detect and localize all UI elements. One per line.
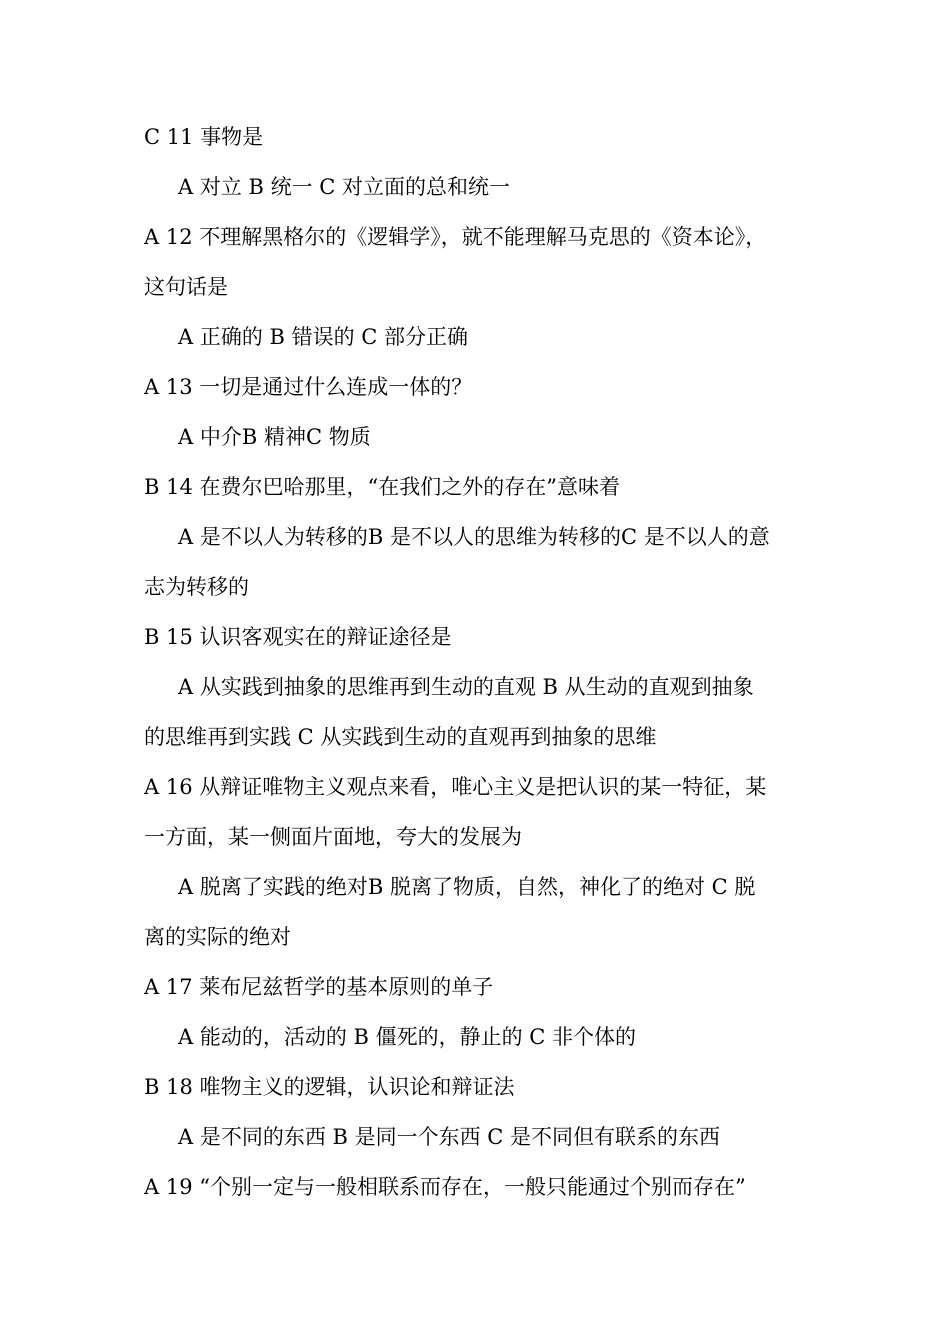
question-13-line: A 13 一切是通过什么连成一体的？ xyxy=(144,375,473,399)
question-16-options-continued: 离的实际的绝对 xyxy=(144,925,291,949)
question-15-options: A 从实践到抽象的思维再到生动的直观 B 从生动的直观到抽象 xyxy=(178,675,754,699)
question-11-options: A 对立 B 统一 C 对立面的总和统一 xyxy=(178,175,511,199)
question-list xyxy=(144,112,808,1212)
question-16-options: A 脱离了实践的绝对B 脱离了物质，自然，神化了的绝对 C 脱 xyxy=(178,875,756,899)
question-14-options: A 是不以人为转移的B 是不以人的思维为转移的C 是不以人的意 xyxy=(178,525,770,549)
question-15-options-continued: 的思维再到实践 C 从实践到生动的直观再到抽象的思维 xyxy=(144,725,657,749)
question-16-line: A 16 从辩证唯物主义观点来看，唯心主义是把认识的某一特征，某 xyxy=(144,775,767,799)
question-18-line: B 18 唯物主义的逻辑，认识论和辩证法 xyxy=(144,1075,515,1099)
question-16-line-continued: 一方面，某一侧面片面地，夸大的发展为 xyxy=(144,825,522,849)
question-19-line: A 19 “个别一定与一般相联系而存在，一般只能通过个别而存在” xyxy=(144,1175,746,1199)
question-17-line: A 17 莱布尼兹哲学的基本原则的单子 xyxy=(144,975,494,999)
question-18-options: A 是不同的东西 B 是同一个东西 C 是不同但有联系的东西 xyxy=(178,1125,721,1149)
question-12-line-continued: 这句话是 xyxy=(144,275,228,299)
question-12-options: A 正确的 B 错误的 C 部分正确 xyxy=(178,325,469,349)
question-12-line: A 12 不理解黑格尔的《逻辑学》，就不能理解马克思的《资本论》， xyxy=(144,225,767,249)
question-15-line: B 15 认识客观实在的辩证途径是 xyxy=(144,625,452,649)
question-11-line: C 11 事物是 xyxy=(144,125,264,149)
question-14-options-continued: 志为转移的 xyxy=(144,575,249,599)
question-14-line: B 14 在费尔巴哈那里，“在我们之外的存在”意味着 xyxy=(144,475,620,499)
question-13-options: A 中介B 精神C 物质 xyxy=(178,425,371,449)
question-17-options: A 能动的，活动的 B 僵死的，静止的 C 非个体的 xyxy=(178,1025,637,1049)
